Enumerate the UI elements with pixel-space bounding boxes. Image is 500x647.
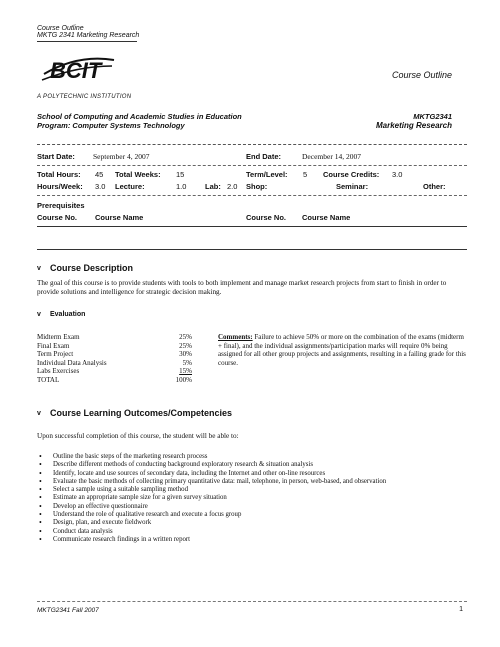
- prereq-course-name-1: Course Name: [95, 213, 144, 222]
- list-item: • Evaluate the basic methods of collecting primary quantitative data: mail, telephone, in person, web-based, and observation: [37, 478, 462, 486]
- running-header-title: Course Outline: [37, 25, 84, 32]
- term-level-label: Term/Level:: [246, 170, 288, 179]
- prereq-course-no-2: Course No.: [246, 213, 287, 222]
- footer-course: MKTG2341 Fall 2007: [37, 607, 99, 614]
- lab-value: 2.0: [227, 182, 238, 191]
- eval-item: Labs Exercises: [37, 367, 80, 375]
- prereq-course-no-1: Course No.: [37, 213, 78, 222]
- logo-tagline: A POLYTECHNIC INSTITUTION: [37, 94, 132, 100]
- eval-item: Individual Data Analysis: [37, 358, 107, 367]
- table-row: [37, 367, 192, 376]
- eval-pct: 25%: [179, 341, 192, 350]
- lab-label: Lab:: [205, 182, 221, 191]
- evaluation-title: Evaluation: [50, 311, 86, 318]
- outcomes-title: Course Learning Outcomes/Competencies: [50, 408, 233, 418]
- eval-item: Midterm Exam: [37, 333, 80, 341]
- divider: [37, 165, 467, 166]
- table-row: [37, 342, 192, 351]
- table-row: [37, 359, 192, 368]
- list-item: • Describe different methods of conducting background exploratory research & situation analysis: [37, 461, 462, 469]
- eval-pct: 5%: [182, 358, 192, 367]
- section-marker: v: [37, 410, 41, 417]
- list-item: • Identify, locate and use sources of secondary data, including the Internet and other on-line resources: [37, 470, 462, 478]
- course-description-text: The goal of this course is to provide students with tools to both implement and manage market research projects from start to finish in order to provide solutions and intelligence for strategic decision making.: [37, 279, 447, 296]
- school-name: School of Computing and Academic Studies in Education: [37, 112, 242, 121]
- running-header-course: MKTG 2341 Marketing Research: [37, 32, 140, 39]
- divider: [37, 226, 467, 227]
- logo-wordmark: BCIT: [50, 58, 102, 83]
- divider: [37, 249, 467, 250]
- shop-label: Shop:: [246, 182, 268, 191]
- outcomes-intro: Upon successful completion of this course, the student will be able to:: [37, 432, 239, 440]
- outcomes-list: [37, 453, 462, 544]
- evaluation-table: [37, 333, 192, 384]
- doc-label: Course Outline: [391, 70, 452, 80]
- hours-week-value: 3.0: [95, 182, 106, 191]
- list-item: • Design, plan, and execute fieldwork: [37, 519, 462, 527]
- prereq-course-name-2: Course Name: [302, 213, 351, 222]
- end-date-value: December 14, 2007: [302, 152, 361, 161]
- header-rule: [37, 41, 137, 42]
- table-row: [37, 350, 192, 359]
- table-row: [37, 333, 192, 342]
- program-name: Program: Computer Systems Technology: [37, 121, 185, 130]
- eval-item: Final Exam: [37, 341, 70, 350]
- eval-item: TOTAL: [37, 375, 60, 384]
- list-item: • Conduct data analysis: [37, 528, 462, 536]
- lecture-value: 1.0: [176, 182, 187, 191]
- seminar-label: Seminar:: [336, 182, 369, 191]
- list-item: • Estimate an appropriate sample size for a given survey situation: [37, 494, 462, 502]
- eval-pct: 15%: [179, 367, 192, 375]
- list-item: • Communicate research findings in a written report: [37, 536, 462, 544]
- course-description-title: Course Description: [50, 263, 134, 273]
- evaluation-comments: [218, 333, 466, 367]
- total-weeks-label: Total Weeks:: [115, 170, 161, 179]
- comments-label: Comments:: [218, 333, 253, 341]
- end-date-label: End Date:: [246, 152, 282, 161]
- hours-week-label: Hours/Week:: [37, 182, 83, 191]
- list-item: • Outline the basic steps of the marketing research process: [37, 453, 462, 461]
- total-hours-value: 45: [95, 170, 104, 179]
- start-date-label: Start Date:: [37, 152, 75, 161]
- table-row: [37, 376, 192, 385]
- footer-rule: [37, 601, 467, 602]
- course-title: Marketing Research: [375, 121, 452, 130]
- lecture-label: Lecture:: [115, 182, 145, 191]
- course-credits-label: Course Credits:: [323, 170, 380, 179]
- eval-pct: 30%: [179, 350, 192, 358]
- divider: [37, 195, 467, 196]
- eval-pct: 25%: [179, 333, 192, 341]
- start-date-value: September 4, 2007: [93, 152, 150, 161]
- course-credits-value: 3.0: [392, 170, 403, 179]
- other-label: Other:: [423, 182, 446, 191]
- prereq-title: Prerequisites: [37, 201, 85, 210]
- section-marker: v: [37, 265, 41, 272]
- bcit-logo: [38, 52, 118, 86]
- comments-text: Failure to achieve 50% or more on the combination of the exams (midterm + final), and the individual assignments/participation marks will require 0% being assigned for all other group projects and assignments, resulting in a failing grade for this course.: [218, 333, 466, 367]
- section-marker: v: [37, 311, 41, 318]
- list-item: • Understand the role of qualitative research and execute a focus group: [37, 511, 462, 519]
- divider: [37, 144, 467, 145]
- term-level-value: 5: [303, 170, 308, 179]
- total-hours-label: Total Hours:: [37, 170, 81, 179]
- list-item: • Select a sample using a suitable sampling method: [37, 486, 462, 494]
- bcit-logo-graphic: [38, 52, 118, 86]
- eval-pct: 100%: [175, 375, 192, 384]
- page-number: 1: [459, 606, 463, 613]
- course-code: MKTG2341: [413, 112, 452, 121]
- eval-item: Term Project: [37, 350, 74, 358]
- total-weeks-value: 15: [176, 170, 185, 179]
- list-item: • Develop an effective questionnaire: [37, 503, 462, 511]
